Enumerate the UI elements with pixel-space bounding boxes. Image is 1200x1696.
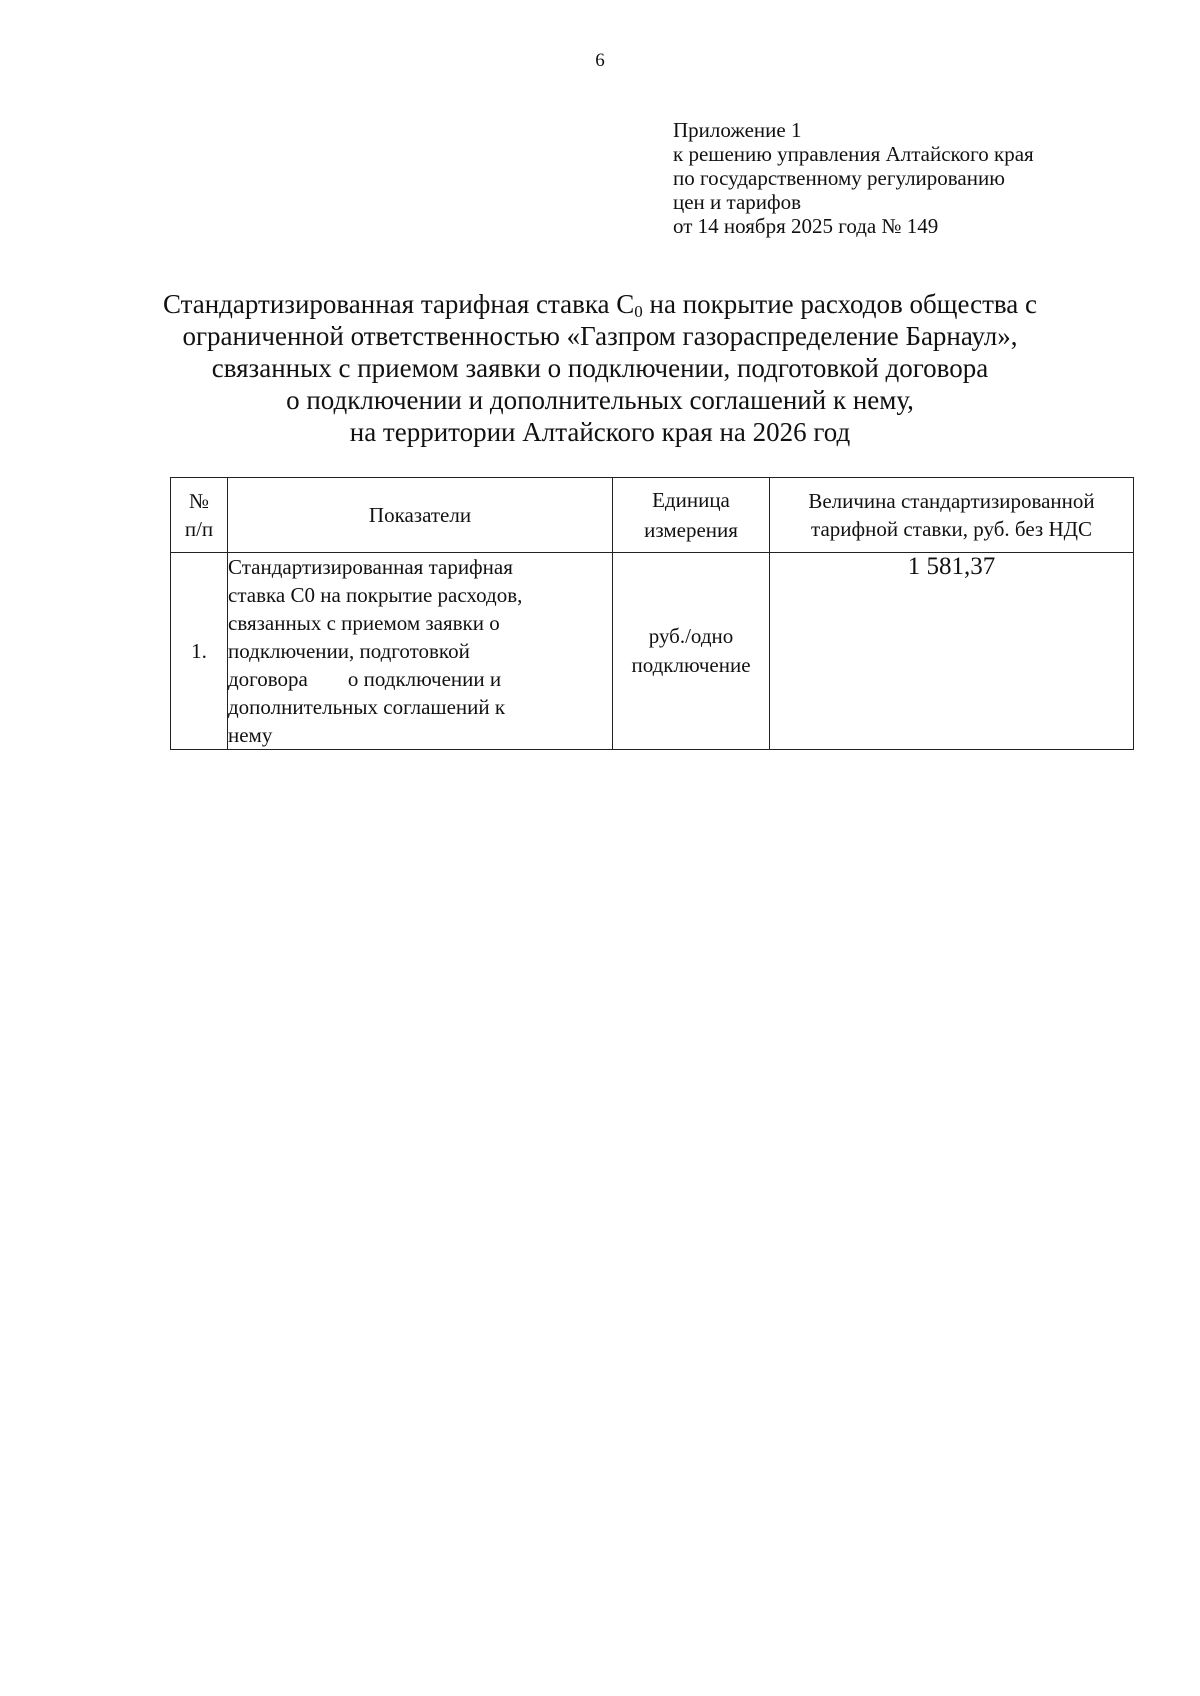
appendix-block (673, 118, 1034, 238)
title-line: на территории Алтайского края на 2026 год (349, 417, 851, 447)
header-unit-line: измерения (644, 518, 738, 542)
header-value-line: Величина стандартизированной (808, 489, 1095, 513)
indicator-line (228, 665, 612, 693)
indicator-text: договора (228, 667, 308, 691)
row-unit (613, 553, 770, 750)
table-row (171, 553, 1134, 750)
header-number-sign: № (188, 489, 210, 513)
document-title (120, 288, 1080, 448)
indicator-line: ставка С0 на покрытие расходов, (228, 583, 523, 607)
title-line: связанных с приемом заявки о подключении, подготовкой договора (211, 353, 989, 383)
header-unit-line: Единица (652, 488, 730, 512)
indicator-line: дополнительных соглашений к (228, 695, 506, 719)
unit-line: руб./одно (648, 624, 734, 648)
row-value: 1 581,37 (770, 553, 1134, 750)
header-value (770, 478, 1134, 553)
indicator-line: связанных с приемом заявки о (228, 611, 500, 635)
appendix-line: к решению управления Алтайского края (673, 142, 1034, 166)
header-unit (613, 478, 770, 553)
tariff-table (170, 477, 1134, 750)
title-text: Стандартизированная тарифная ставка С (162, 289, 635, 319)
indicator-line: Стандартизированная тарифная (228, 555, 513, 579)
title-line: о подключении и дополнительных соглашений к нему, (286, 385, 914, 415)
indicator-text: о подключении и (347, 667, 502, 691)
appendix-line: цен и тарифов (673, 190, 802, 214)
row-number: 1. (171, 553, 228, 750)
appendix-line: по государственному регулированию (673, 166, 1005, 190)
header-number-pp: п/п (184, 517, 214, 541)
indicator-line: нему (228, 723, 273, 747)
page-number: 6 (595, 50, 605, 71)
indicator-line: подключении, подготовкой (228, 639, 470, 663)
appendix-line: от 14 ноября 2025 года № 149 (673, 214, 939, 238)
title-line (120, 288, 1080, 320)
header-value-line: тарифной ставки, руб. без НДС (811, 517, 1092, 541)
row-indicator (228, 553, 613, 750)
appendix-line: Приложение 1 (673, 118, 802, 142)
header-number (171, 478, 228, 553)
header-indicators: Показатели (228, 478, 613, 553)
title-text: на покрытие расходов общества с (642, 289, 1038, 319)
table-header-row (171, 478, 1134, 553)
unit-line: подключение (631, 653, 751, 677)
title-subscript: 0 (634, 302, 643, 321)
title-line: ограниченной ответственностью «Газпром газораспределение Барнаул», (182, 321, 1018, 351)
